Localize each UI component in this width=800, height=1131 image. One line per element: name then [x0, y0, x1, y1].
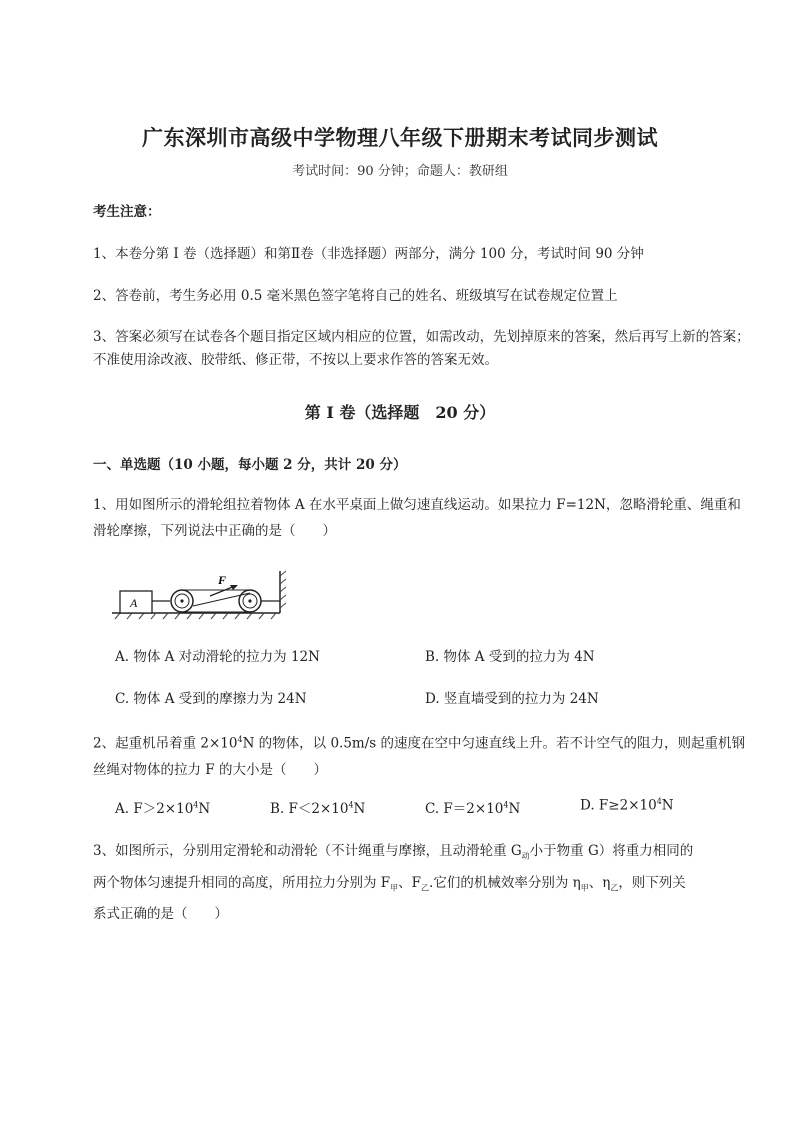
force-label: F — [218, 573, 227, 587]
block-label: A — [130, 596, 138, 610]
part-heading: 一、单选题（10 小题，每小题 2 分，共计 20 分） — [93, 457, 407, 473]
notice-item-2: 2、答卷前，考生务必用 0.5 毫米黑色签字笔将自己的姓名、班级填写在试卷规定位置上 — [93, 288, 618, 304]
question-1-option-a[interactable]: A. 物体 A 对动滑轮的拉力为 12N — [115, 649, 320, 665]
document-title: 广东深圳市高级中学物理八年级下册期末考试同步测试 — [142, 125, 658, 150]
question-1-option-d[interactable]: D. 竖直墙受到的拉力为 24N — [425, 691, 599, 707]
section-title: 第 I 卷（选择题 20 分） — [304, 403, 496, 422]
question-3-text — [93, 838, 753, 927]
question-1-text: 1、用如图所示的滑轮组拉着物体 A 在水平桌面上做匀速直线运动。如果拉力 F=12N，忽略滑轮重、绳重和滑轮摩擦，下列说法中正确的是（ ） — [93, 497, 741, 539]
notice-heading: 考生注意： — [93, 204, 161, 220]
question-2-text: 2、起重机吊着重 $2\times 10^4N$ 的物体，以 0.5m/s 的速度在空中匀速直线上升。若不计空气的阻力，则起重机钢丝绳对物体的拉力 F 的大小是（ ） — [93, 735, 745, 778]
notice-item-1: 1、本卷分第 I 卷（选择题）和第Ⅱ卷（非选择题）两部分，满分 100 分，考试时间 90 分钟 — [93, 246, 644, 262]
question-2-option-b[interactable]: B. $F<2\times 10^4N$ — [270, 800, 366, 817]
question-2-option-c[interactable]: C. $F=2\times 10^4N$ — [425, 800, 521, 817]
question-3-line-2: 两个物体匀速提升相同的高度，所用拉力分别为 $F_甲$、$F_乙$.它们的机械效率分别为 $\eta_甲$、$\eta_乙$，则下列关 — [93, 874, 686, 893]
document-subtitle: 考试时间：90 分钟；命题人：教研组 — [292, 164, 508, 179]
question-2-option-a[interactable]: A. $F>2\times 10^4N$ — [115, 800, 211, 817]
question-3-line-1: 3、如图所示，分别用定滑轮和动滑轮（不计绳重与摩擦，且动滑轮重 $G_动$小于物重 G）将重力相同的 — [93, 843, 694, 861]
question-2-option-d[interactable]: D. $F\ge 2\times 10^4N$ — [580, 797, 674, 814]
question-1-option-b[interactable]: B. 物体 A 受到的拉力为 4N — [425, 649, 595, 665]
pulley-diagram — [110, 568, 290, 620]
notice-item-3: 3、答案必须写在试卷各个题目指定区域内相应的位置，如需改动，先划掉原来的答案，然后再写上新的答案；不准使用涂改液、胶带纸、修正带，不按以上要求作答的答案无效。 — [93, 329, 750, 368]
question-3-line-3: 系式正确的是（ ） — [93, 906, 228, 923]
question-1-option-c[interactable]: C. 物体 A 受到的摩擦力为 24N — [115, 691, 307, 707]
